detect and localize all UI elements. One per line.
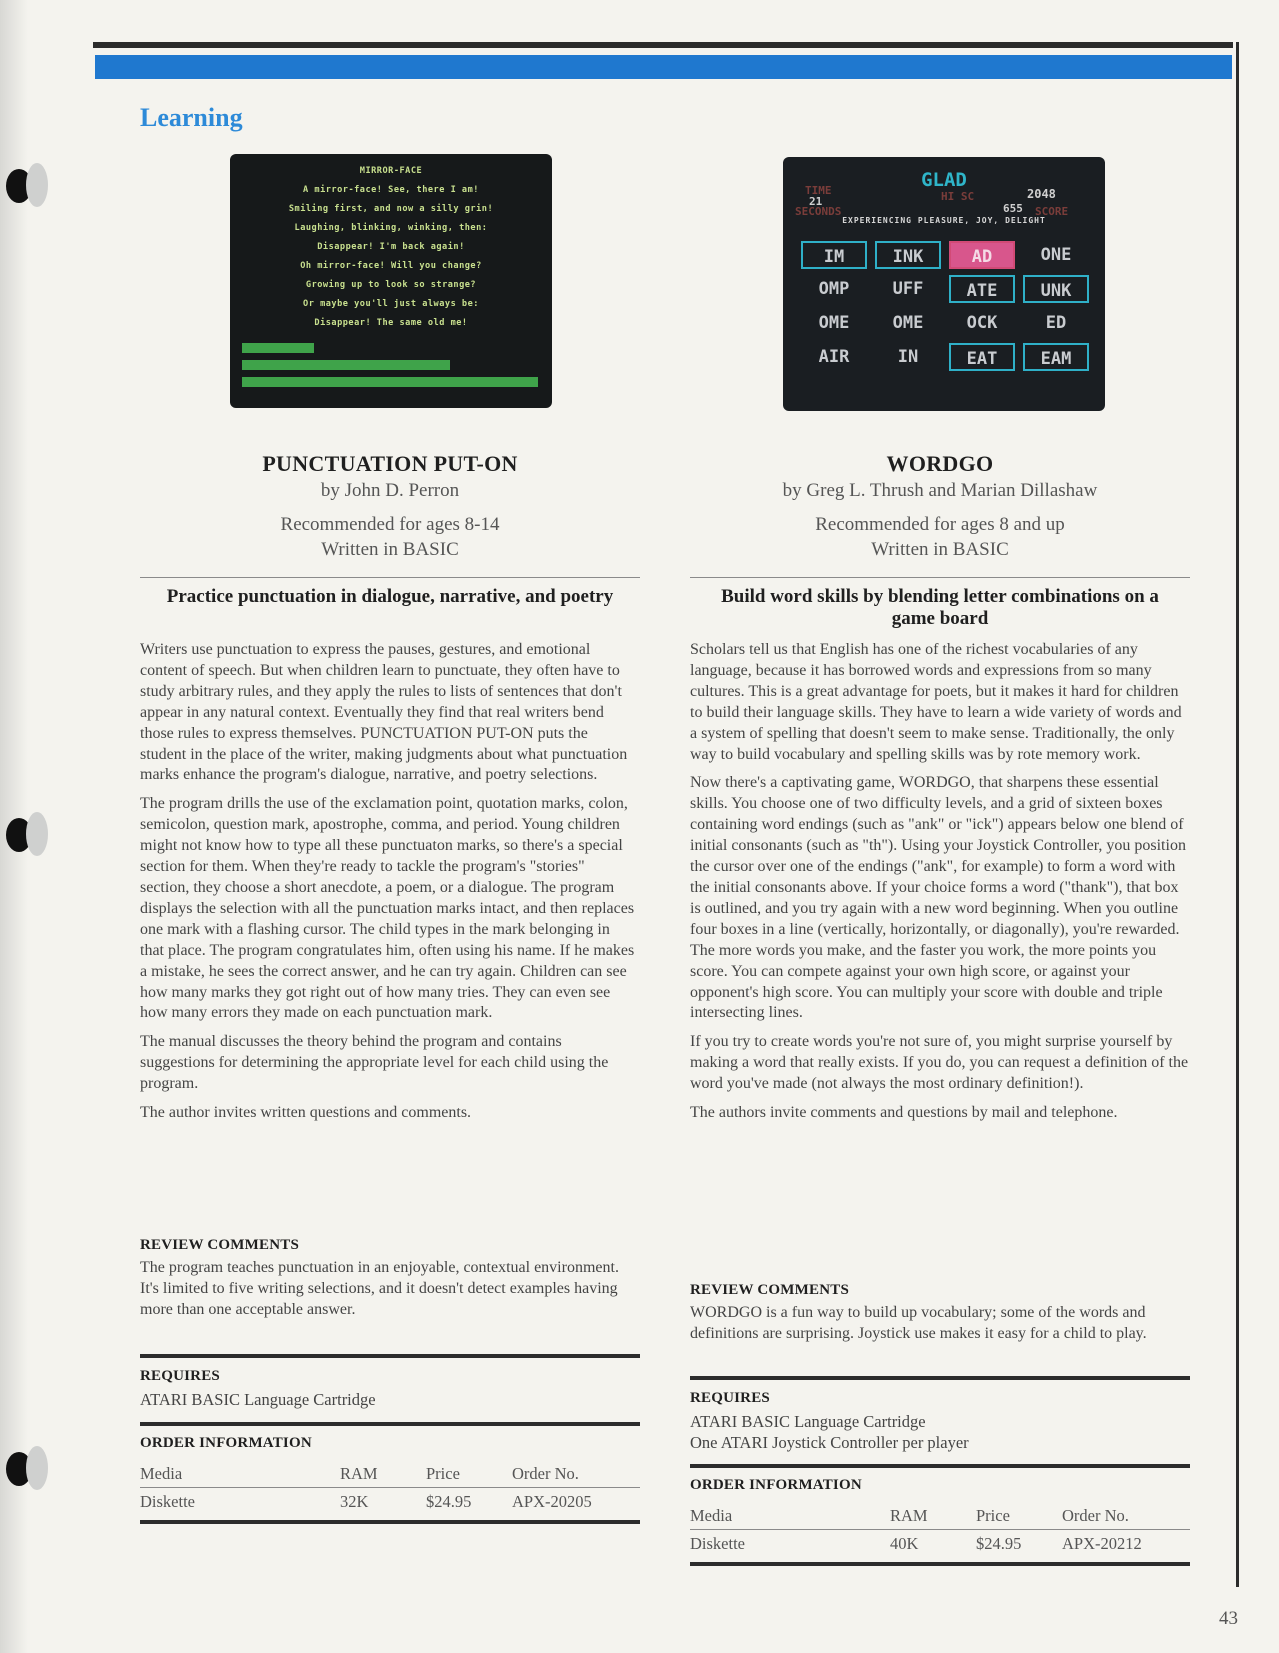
- order-cell: 40K: [890, 1533, 919, 1553]
- requires-label: REQUIRES: [140, 1368, 220, 1384]
- word-grid-cell: OCK: [966, 313, 998, 333]
- order-header-cell: Media: [690, 1505, 733, 1525]
- screen-title: MIRROR-FACE: [359, 166, 423, 176]
- order-header-cell: Order No.: [1062, 1505, 1129, 1525]
- screen-input-bar: [242, 377, 538, 387]
- divider: [690, 1464, 1190, 1468]
- order-header-row: [140, 1460, 640, 1488]
- review-label: REVIEW COMMENTS: [690, 1282, 849, 1298]
- screen-prompt-bar: [242, 360, 450, 370]
- order-header-cell: Price: [976, 1505, 1010, 1525]
- screen-line: Laughing, blinking, winking, then:: [294, 223, 488, 233]
- program-title: WORDGO: [886, 451, 994, 476]
- screen-answer-bar: [242, 343, 314, 353]
- program-description: [690, 640, 1190, 1132]
- divider: [140, 1354, 640, 1358]
- punctuation-screen: [230, 154, 552, 408]
- divider: [690, 1562, 1190, 1566]
- divider: [140, 1422, 640, 1426]
- requires-item: ATARI BASIC Language Cartridge: [140, 1390, 376, 1409]
- word-grid-cell: EAM: [1023, 343, 1089, 371]
- order-label: ORDER INFORMATION: [140, 1435, 312, 1451]
- body-paragraph: The program drills the use of the exclamation point, quotation marks, colon, semicolon, question mark, apostrophe, comma, and period. Young children might not know how to type all these punctuaton marks, so there's a special section for them. When they're ready to tackle the program's "stories" section, they choose a short anecdote, a poem, or a dialogue. The program displays the selection with all the punctuation marks intact, and then replaces one mark with a flashing cursor. The child types in the mark belonging in that place. The program congratulates him, often using his name. If he makes a mistake, he sees the correct answer, and he can try again. Children can see how many marks they got right out of how many tries. They can even see how many errors they made on each punctuation mark.: [140, 795, 635, 1022]
- order-cell: APX-20212: [1062, 1533, 1142, 1553]
- word-grid-cell: ED: [1045, 313, 1067, 333]
- screen-line: Or maybe you'll just always be:: [303, 299, 479, 309]
- program-ages: Recommended for ages 8 and up: [815, 514, 1065, 535]
- binder-hole-icon: [6, 1446, 44, 1494]
- order-label: ORDER INFORMATION: [690, 1477, 862, 1493]
- word-grid-cell: IN: [897, 347, 919, 367]
- body-paragraph: The author invites written questions and comments.: [140, 1104, 472, 1122]
- binder-hole-icon: [6, 163, 44, 211]
- screen-score-label: SCORE: [1035, 205, 1069, 218]
- program-title: PUNCTUATION PUT-ON: [262, 451, 518, 476]
- page-number: 43: [1219, 1608, 1238, 1629]
- screen-hi-label: HI SC: [941, 190, 975, 203]
- header-band: [95, 55, 1232, 79]
- body-paragraph: Scholars tell us that English has one of the richest vocabularies of any language, because it has borrowed words and expressions from so many cultures. This is a great advantage for poets, but it makes it hard for children to build their language skills. They have to learn a wide variety of words and a system of spelling that doesn't seem to make sense. Traditionally, the only way to build vocabulary and spelling skills was by rote memory work.: [690, 641, 1182, 763]
- screen-definition: EXPERIENCING PLEASURE, JOY, DELIGHT: [842, 216, 1046, 225]
- order-header-cell: RAM: [890, 1505, 928, 1525]
- program-author: by Greg L. Thrush and Marian Dillashaw: [782, 480, 1098, 501]
- word-grid-cell: OMP: [818, 279, 850, 299]
- order-row: [690, 1530, 1190, 1558]
- divider: [140, 1520, 640, 1524]
- screen-line: Disappear! The same old me!: [314, 318, 468, 328]
- program-subhead: Practice punctuation in dialogue, narrative, and poetry: [166, 586, 614, 607]
- review-label: REVIEW COMMENTS: [140, 1237, 299, 1253]
- word-grid-cell: UFF: [892, 279, 924, 299]
- order-header-row: [690, 1502, 1190, 1530]
- word-grid-cell: UNK: [1023, 275, 1089, 303]
- order-header-cell: Order No.: [512, 1463, 579, 1483]
- program-subhead: Build word skills by blending letter combinations on a game board: [721, 586, 1159, 629]
- divider: [140, 577, 640, 578]
- review-text: The program teaches punctuation in an enjoyable, contextual environment. It's limited to five writing selections, and it doesn't detect examples having more than one acceptable answer.: [140, 1259, 619, 1318]
- body-paragraph: The manual discusses the theory behind the program and contains suggestions for determining the appropriate level for each child using the program.: [140, 1033, 609, 1093]
- wordgo-screen: [783, 157, 1105, 411]
- order-header-cell: RAM: [340, 1463, 378, 1483]
- screen-hi-value: 2048: [1027, 187, 1056, 201]
- section-title: Learning: [140, 103, 243, 132]
- order-cell: Diskette: [140, 1491, 195, 1511]
- order-table: [690, 1502, 1190, 1557]
- word-grid-cell: ONE: [1040, 245, 1072, 265]
- word-grid-cell: OME: [892, 313, 924, 333]
- word-grid-cell: ATE: [949, 275, 1015, 303]
- screen-line: A mirror-face! See, there I am!: [303, 185, 479, 195]
- word-grid-cell: AIR: [818, 347, 850, 367]
- screen-line: Growing up to look so strange?: [305, 280, 477, 290]
- screen-line: Disappear! I'm back again!: [317, 242, 465, 252]
- screen-seconds-label: SECONDS: [795, 205, 842, 218]
- word-grid-cell: AD: [949, 241, 1015, 269]
- screen-line: Oh mirror-face! Will you change?: [300, 261, 482, 271]
- word-grid-cell: IM: [801, 241, 867, 269]
- divider: [690, 577, 1190, 578]
- body-paragraph: If you try to create words you're not sure of, you might surprise yourself by making a word that really exists. If you do, you can request a definition of the word you've made (not always the most ordinary definition!).: [690, 1033, 1189, 1093]
- requires-item: One ATARI Joystick Controller per player: [690, 1433, 969, 1452]
- screen-time-value: 21: [809, 195, 823, 208]
- header-rule: [93, 42, 1233, 48]
- requires-label: REQUIRES: [690, 1390, 770, 1406]
- screen-time-label: TIME: [805, 184, 832, 197]
- word-grid-cell: INK: [875, 241, 941, 269]
- screen-score-value: 655: [1003, 202, 1023, 215]
- review-text: WORDGO is a fun way to build up vocabulary; some of the words and definitions are surprising. Joystick use makes it easy for a child to play.: [690, 1304, 1147, 1342]
- program-description: [140, 640, 635, 1132]
- order-cell: APX-20205: [512, 1491, 592, 1511]
- order-cell: Diskette: [690, 1533, 745, 1553]
- order-table: [140, 1460, 640, 1515]
- body-paragraph: Writers use punctuation to express the pauses, gestures, and emotional content of speech. But when children learn to punctuate, they often have to study arbitrary rules, and they apply the rules to lists of sentences that don't appear in any natural context. Eventually they find that real writers bend those rules to express themselves. PUNCTUATION PUT-ON puts the student in the place of the writer, making judgments about what punctuation marks enhance the program's dialogue, narrative, and poetry selections.: [140, 641, 628, 784]
- screen-word: GLAD: [921, 169, 967, 191]
- word-grid-cell: EAT: [949, 343, 1015, 371]
- program-author: by John D. Perron: [320, 480, 460, 501]
- program-language: Written in BASIC: [321, 539, 459, 560]
- program-ages: Recommended for ages 8-14: [280, 514, 500, 535]
- word-grid-cell: OME: [818, 313, 850, 333]
- right-margin-rule: [1236, 42, 1239, 1587]
- requires-item: ATARI BASIC Language Cartridge: [690, 1412, 926, 1431]
- program-language: Written in BASIC: [871, 539, 1009, 560]
- order-cell: $24.95: [426, 1491, 472, 1511]
- body-paragraph: The authors invite comments and questions by mail and telephone.: [690, 1104, 1118, 1122]
- divider: [690, 1376, 1190, 1380]
- order-header-cell: Price: [426, 1463, 460, 1483]
- binder-hole-icon: [6, 812, 44, 860]
- order-header-cell: Media: [140, 1463, 183, 1483]
- order-cell: $24.95: [976, 1533, 1022, 1553]
- order-row: [140, 1488, 640, 1516]
- order-cell: 32K: [340, 1491, 369, 1511]
- screen-line: Smiling first, and now a silly grin!: [288, 204, 494, 214]
- body-paragraph: Now there's a captivating game, WORDGO, that sharpens these essential skills. You choose one of two difficulty levels, and a grid of sixteen boxes containing word endings (such as "ank" or "ick") appears below one blend of initial consonants (such as "th"). Using your Joystick Controller, you position the cursor over one of the endings ("ank", for example) to form a word with the initial consonants above. If your choice forms a word ("thank"), that box is outlined, and you try again with a new word beginning. When you outline four boxes in a line (vertically, horizontally, or diagonally), you're rewarded. The more words you make, and the faster you work, the more points you score. You can compete against your own high score, or against your opponent's high score. You can multiply your score with double and triple intersecting lines.: [690, 774, 1186, 1022]
